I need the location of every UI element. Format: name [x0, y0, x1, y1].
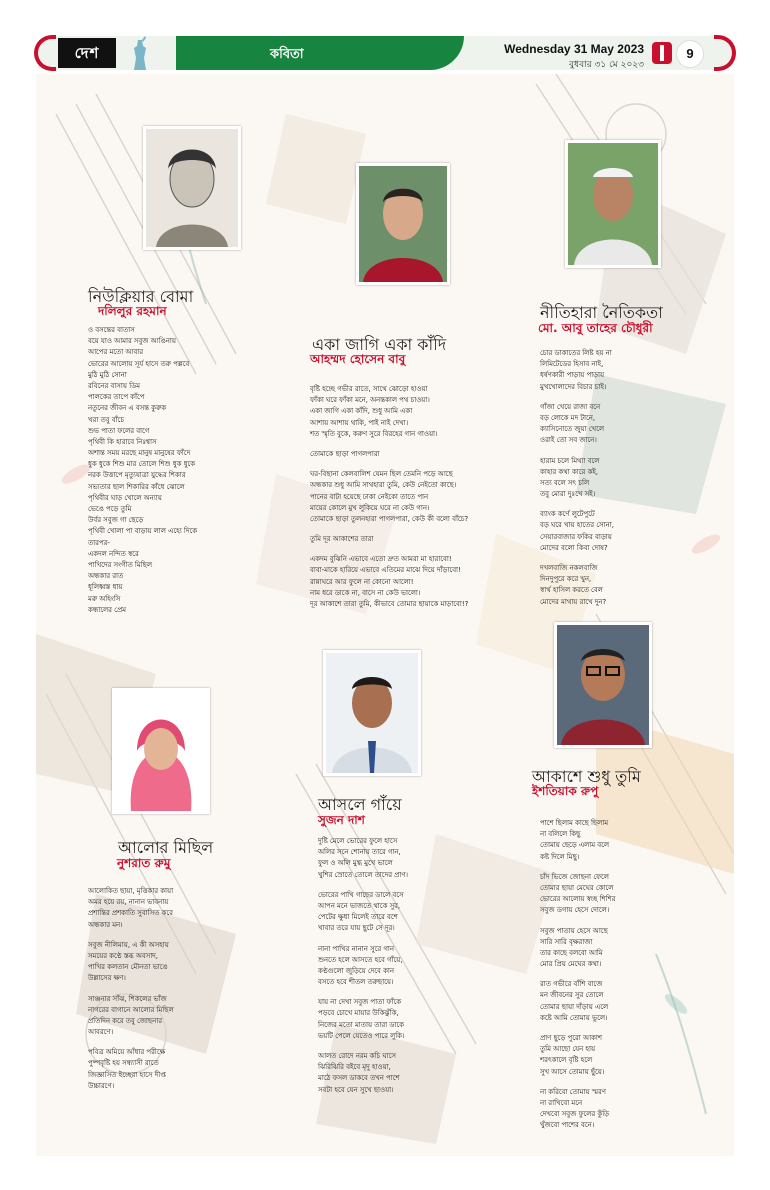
poem-line: পৃথিবীর ঘাড় খোলে অন্যায়	[88, 493, 162, 502]
poem-line: ভেঙে পড়ে তুমি	[88, 505, 132, 513]
poem-line: ও বসন্তের বাতাস	[88, 326, 135, 334]
poem-line: ভোরের আলোয় স্বচ্ছ শিশির	[540, 895, 616, 904]
poem-line: স্বার্থ হাসিল করতে বেল	[540, 586, 603, 595]
poem-line: পাশে ছিলাম কাছে ছিলাম	[540, 819, 609, 827]
poem-line: পালকের তাপে কাঁপে	[88, 393, 145, 402]
header-right-cap	[714, 35, 736, 71]
photo-poet-3	[565, 140, 661, 268]
poem-line: জিজ্ঞাসিত ইচ্ছেরা হাসে দীপ্ত	[88, 1070, 166, 1079]
poem-line	[540, 1078, 615, 1087]
poem-line: তুমি দূর আকাশের তারা	[310, 535, 374, 544]
poem-line: লিমিটেডের হিসাব নাই,	[540, 360, 604, 369]
poem-line: তোমার ছায়া মেঘের কোলে	[540, 883, 614, 892]
poem-line	[88, 985, 174, 994]
poem-line	[540, 393, 614, 402]
photo-poet-6	[554, 622, 652, 748]
page-number: 9	[676, 40, 704, 68]
poem-line: না বলিলে কিছু	[540, 830, 581, 839]
poem-line: কাহার কথা কারে কই,	[540, 467, 599, 476]
poem-line: দেখবো সবুজ ফুলের কুঁড়ি	[540, 1110, 610, 1119]
poem-line: সবুজ নীলিমায়, এ কী অসহায়	[88, 940, 169, 949]
newspaper-logo[interactable]: দেশ	[58, 38, 116, 68]
poem-line: সবটা হবে যেন সুখে ছাওয়া।	[318, 1085, 394, 1094]
poem-title: আকাশে শুধু তুমি	[532, 767, 641, 786]
poem-line: ফুল ও অলি মুগ্ধ মুখে ভালে	[318, 859, 393, 868]
poem-line	[318, 988, 408, 997]
poem-line: অন্ধকার রাত	[88, 572, 124, 581]
poet-name: আহম্মদ হোসেন বাবু	[310, 352, 406, 366]
poem-line: নানা পাখির নানান সুরে গান	[318, 944, 395, 953]
poem-line	[540, 500, 614, 509]
poem-line: সত্য বলে সৎ চলি	[540, 478, 590, 487]
poem-line: একদম বুঝিনি এভাবে এতো দ্রুত আমরা মা হারাবো!	[310, 555, 452, 564]
poem-line: ভোরের আলোয় সূর্য হাসে তরু পল্লবে	[88, 359, 190, 368]
poem-line: কষ্ট দিলে মিছু।	[540, 852, 580, 861]
poem-line	[310, 525, 468, 534]
poem-line: মুখখোলাদের বিচার চাই।	[540, 382, 607, 391]
poem-line	[88, 931, 174, 940]
poem-line: পেটের ক্ষুধা মিলেই তারে বশে	[318, 913, 398, 922]
poem-line: শত স্মৃতি বুকে, করুণ সুরে বিরহের গান গাওয়া।	[310, 429, 438, 438]
poem-line: ঝিরিঝিরি বইবে মৃদু হাওয়া,	[318, 1063, 391, 1072]
poem-line: ওরাই তো সব জানে।	[540, 436, 597, 445]
poem-line: খুঁজবো পাশের বনে।	[540, 1121, 595, 1130]
poem-line: তোমাকে ছাড়া পাগলপারা	[310, 449, 380, 458]
poem-line: অমর হয়ে রয়, নানান ভাবনায়	[88, 898, 169, 907]
poem-line: মোদের বলো কিবা দোষ?	[540, 543, 608, 552]
poem-line: ভোরের পাখি গাছের ডালে বসে	[318, 890, 404, 899]
poem-line: মোদের মাথায় রাখে দুন?	[540, 597, 607, 606]
poem-line	[540, 447, 614, 456]
poem-line: অন্ধকার মন।	[88, 920, 123, 929]
poem-line: আলত রোদে নরম কচি ঘাসে	[318, 1052, 396, 1060]
poem-title: নীতিহারা নৈতিকতা	[540, 303, 663, 322]
poem-line: মোর প্রিয় মেঘের কথা।	[540, 960, 602, 969]
poem-line: পাখির কলতান মৌনতা ভাঙে	[88, 963, 168, 972]
poem-line: প্রশান্তির প্রশকাতি সুবাসিত করে	[88, 909, 173, 918]
poem-line	[318, 935, 408, 944]
poem-line: বসতে হবে শীতল তরুছায়ে।	[318, 978, 394, 987]
poem-line: শুনতে হলে আসতে হবে গাঁয়ে,	[318, 955, 403, 964]
poem-line: পাখিদের সংগীত মিছিল	[88, 560, 152, 569]
poem-line: কন্ধালের প্রেম	[88, 605, 126, 614]
poem-title: আসলে গাঁয়ে	[318, 795, 402, 814]
poem-line: তোমার ছায়া দাঁড়ায় এলে	[540, 1002, 609, 1011]
poem-line: নাগরের বাগানে আলোর মিছিল	[88, 1005, 174, 1014]
poem-line: পড়বে চোখে মায়ার উকিঝুঁকি,	[318, 1009, 399, 1018]
poem-line	[88, 1038, 174, 1047]
header-left-cap	[34, 35, 56, 71]
poet-name: সুজন দাশ	[318, 813, 365, 827]
poem-line: আবরণে।	[88, 1028, 114, 1037]
poem-line	[318, 881, 408, 890]
poem-line: বাবা-মাকে হারিয়ে এভাবে এতিমের মাঝে দিয়ে দাঁড়াবো!	[310, 566, 461, 575]
poem-line: মাঠে ফসল ডাকবে তখন পাশে	[318, 1074, 400, 1083]
poem-line: ক্যাসিনোতে জুয়া খেলে	[540, 425, 604, 434]
poem-line: সারি সারি বৃক্ষরাজা	[540, 937, 593, 946]
poem-line: শুভ পাতা ফলের বাগে	[88, 426, 150, 435]
poem-title: আলোর মিছিল	[118, 838, 214, 857]
poem-line: অলির সনে শোনায় তারে গান,	[318, 848, 401, 857]
poem-line: পৃথিবী কি হারাবে নিঃশ্বাস	[88, 437, 157, 446]
poem-line: মুঠি মুঠি সোনা	[88, 370, 127, 379]
poem-line: বড় লোকে মদ টানে,	[540, 413, 596, 422]
poem-line: সবুজ পাতায় হেসে আছে	[540, 926, 608, 935]
poem-body	[318, 836, 408, 1096]
poem-line: খুশির স্রোতে তোলে তাদের প্রাণ।	[318, 870, 408, 879]
poem-line: নিজের মতো মাতায় তারা ডাকে	[318, 1020, 405, 1029]
poem-line: গাঁজা খেয়ে রাজা বনে	[540, 402, 601, 411]
poem-line: তুমি আছো যেন হায়	[540, 1045, 596, 1054]
poem-line: না রাখিবো মনে	[540, 1098, 583, 1107]
poem-line: দখলবাজি নকলবাজি	[540, 564, 598, 572]
poem-body	[540, 348, 614, 608]
poem-line	[310, 440, 468, 449]
poem-line: একদল নন্দিত স্বরে	[88, 549, 139, 558]
poem-title: নিউক্লিয়ার বোমা	[88, 287, 194, 306]
poem-body	[88, 325, 197, 616]
photo-poet-2	[356, 163, 450, 285]
poem-line: দিনদুপুরে করে খুন,	[540, 575, 592, 584]
photo-poet-1	[143, 126, 241, 250]
poem-line: সময়ের কণ্ঠে স্তব্ধ অবসাদ,	[88, 951, 158, 960]
poem-line: নাম ধরে ডাকে না, বাসে না কেউ ভালো।	[310, 588, 421, 597]
poem-line: উর্বর সবুজ গা ছেড়ে	[88, 516, 144, 525]
statue-icon	[124, 36, 156, 70]
poem-line: অন্ধকার শুধু আমি সাথহারা তুমি, কেউ নেইতো কাছে।	[310, 481, 457, 490]
poet-name: ইশতিয়াক রুপু	[532, 784, 599, 798]
poem-line	[540, 970, 615, 979]
poem-line: ধুক ধুকে শিশু মার তোলে শিশু ধুক ধুকে	[88, 460, 196, 469]
poem-line: উচ্চারণে।	[88, 1081, 115, 1090]
poem-line: পবিত্র অমিয়ে আঁধার পরীক্ষে	[88, 1048, 166, 1057]
poem-line: সেয়ারবাজার ফকির বাড়ায়	[540, 532, 612, 541]
poem-line: অশান্ত সময় মরছে মানুষ মানুষের ফাঁদে	[88, 449, 191, 458]
poem-line: পৃথিবী খোলা পা বাড়ায় লাল এহ্যে দিকে	[88, 527, 198, 536]
poem-line: নতুনের জীবন এ বসন্ত কুরুক	[88, 404, 167, 413]
poem-line: তারপর-	[88, 538, 110, 547]
poem-line: আপন মনে ভাজতে থাকে সুর,	[318, 901, 401, 910]
poem-line: একা জাগি একা কাঁদি, শুধু আমি একা	[310, 407, 413, 416]
poem-line: মায়ের কোলে মুখ লুকিয়ে ঘরে না কেউ গান।	[310, 503, 430, 512]
poem-line: সুখ আসে তোমায় ছুঁয়ে।	[540, 1067, 605, 1076]
poet-name: দলিলুর রহমান	[98, 304, 167, 318]
date-bengali: বুধবার ৩১ মে ২০২৩	[569, 60, 644, 70]
poem-line: ধূলিধ্বস্ত ধায়	[88, 583, 123, 592]
poem-line: চোর ডাকাতের লিষ্ট হয় না	[540, 349, 612, 357]
poem-line: বৃষ্টি হচ্ছে গভীর রাতে, সাথে ঝোড়ো হাওয়া	[310, 385, 428, 393]
photo-poet-4	[112, 688, 210, 814]
poem-line: রান্নাঘরে আর ফুলে না কোনো আলো!	[310, 577, 414, 586]
poem-line: নরক উত্তাপে মৃত্যুযাত্রা যুদ্ধের শিকার	[88, 471, 186, 480]
photo-poet-5	[323, 650, 421, 776]
poem-line: ঘর-বিছানা কেলবালিশ যেমন ছিল তেমনি পড়ে আছে	[310, 470, 453, 479]
poem-line: প্রতিদিন করে তবু জোছনার	[88, 1016, 162, 1025]
poem-line	[540, 1024, 615, 1033]
poem-line: কণ্ঠগুলো জুড়িয়ে দেবে কান	[318, 966, 395, 975]
poem-line: আলোকিত ছায়া, মৃত্তিকার কায়া	[88, 887, 174, 895]
poem-line: রবিনের বাসায় ডিম	[88, 381, 140, 390]
poem-line: শরৎকালে বৃষ্টি হলে	[540, 1056, 593, 1065]
poem-line: খরা তবু বাঁচে	[88, 415, 125, 424]
page-marker-icon	[652, 42, 672, 64]
poem-line: হারাম চলে মিথ্যা বলে	[540, 456, 600, 465]
poem-line: ফাঁকা ঘরে ফাঁকা মনে, অনন্তকাল পথ চাওয়া।	[310, 396, 430, 405]
poem-line: মরু অহিংসি	[88, 594, 121, 603]
poem-body	[88, 886, 174, 1092]
poet-name: নুশরাত রুমু	[117, 856, 171, 870]
poem-line: দূর আকাশে তারা তুমি, কীভাবে তোমার ছায়াকে মাড়াবো!?	[310, 600, 469, 608]
poem-line: ভয়টি পেলে যেতেও পারে লুকি।	[318, 1031, 405, 1040]
poem-line: ধর্ষণকারী পাড়ায় পাড়ায়	[540, 371, 605, 380]
poem-line: আপের মতো আবার	[88, 348, 144, 357]
poem-line: কষ্টে আমি তোমায় ভুলে।	[540, 1013, 608, 1022]
poem-line: রাত গভীরে বাঁশি বাজে	[540, 980, 603, 989]
poem-line: প্রাণ ছুড়ে পুরো আকাশ	[540, 1034, 602, 1042]
poem-line	[540, 917, 615, 926]
poem-line: তোমাকে ছাড়া তুলনহারা পাগলপারা, কেউ কী বলো বাঁচে?	[310, 514, 469, 523]
section-title: কবিতা	[176, 36, 464, 70]
date-english: Wednesday 31 May 2023	[504, 42, 644, 56]
poem-line: না করিবো তোমায় স্মরণ	[540, 1087, 606, 1096]
poem-line: তোমায় ছেড়ে এলাম বলে	[540, 841, 610, 850]
poem-line: বড় ঘরে খায় হাতের সোনা,	[540, 521, 614, 530]
poem-line: যায় না দেখা সবুজ পাতা ফাঁকে	[318, 998, 402, 1007]
poem-title: একা জাগি একা কাঁদি	[312, 335, 447, 354]
poem-line: আশায় আশায় থাকি, পাই নাই দেখা।	[310, 418, 409, 427]
poem-line: তবু মোরা দুঃখে সই।	[540, 490, 596, 499]
poem-line: দুষ্টি মেলে ভোরের ফুলে হাসে	[318, 837, 398, 845]
poem-line: বয়ে যাও আমার সবুজ আঙিনায়	[88, 337, 176, 346]
poem-line: ব্যাংক কর্ণে লুটেপুটে	[540, 510, 595, 519]
poem-line: সবুজ ডগায় হেসে দোলে।	[540, 906, 610, 915]
poem-line: সাঞ্জনার সাঁঝ, শিকলের ভাঁজ	[88, 994, 167, 1003]
poem-body	[310, 384, 468, 610]
page-header	[0, 0, 770, 74]
poem-line: খাবার তরে যায় ছুটে সে দূর।	[318, 924, 395, 933]
poem-line	[540, 554, 614, 563]
poem-line	[310, 460, 468, 469]
poem-line	[540, 863, 615, 872]
poem-line: চাঁদ ভিজে জোছনা ফেলে	[540, 872, 609, 881]
poem-line: মন জীবনের সুর তোলে	[540, 991, 604, 1000]
poem-line: সভ্যতার ছাল শিকারির কাঁধে ঝোলে	[88, 482, 185, 491]
poem-line: তার কাছে বলবো আমি	[540, 948, 603, 957]
poem-line: উল্লাসের ক্ষণ।	[88, 974, 126, 983]
poem-line	[310, 545, 468, 554]
poem-line	[318, 1042, 408, 1051]
poem-body	[540, 818, 615, 1132]
poet-name: মো. আবু তাহের চৌধুরী	[538, 321, 653, 335]
poem-line: পানের বাটা হয়েছে ঢাকা নেইকো তাতে পান	[310, 492, 429, 501]
poem-line: পুষ্পবৃষ্টি হয় সন্ধ্যাসী রাতে	[88, 1059, 159, 1068]
